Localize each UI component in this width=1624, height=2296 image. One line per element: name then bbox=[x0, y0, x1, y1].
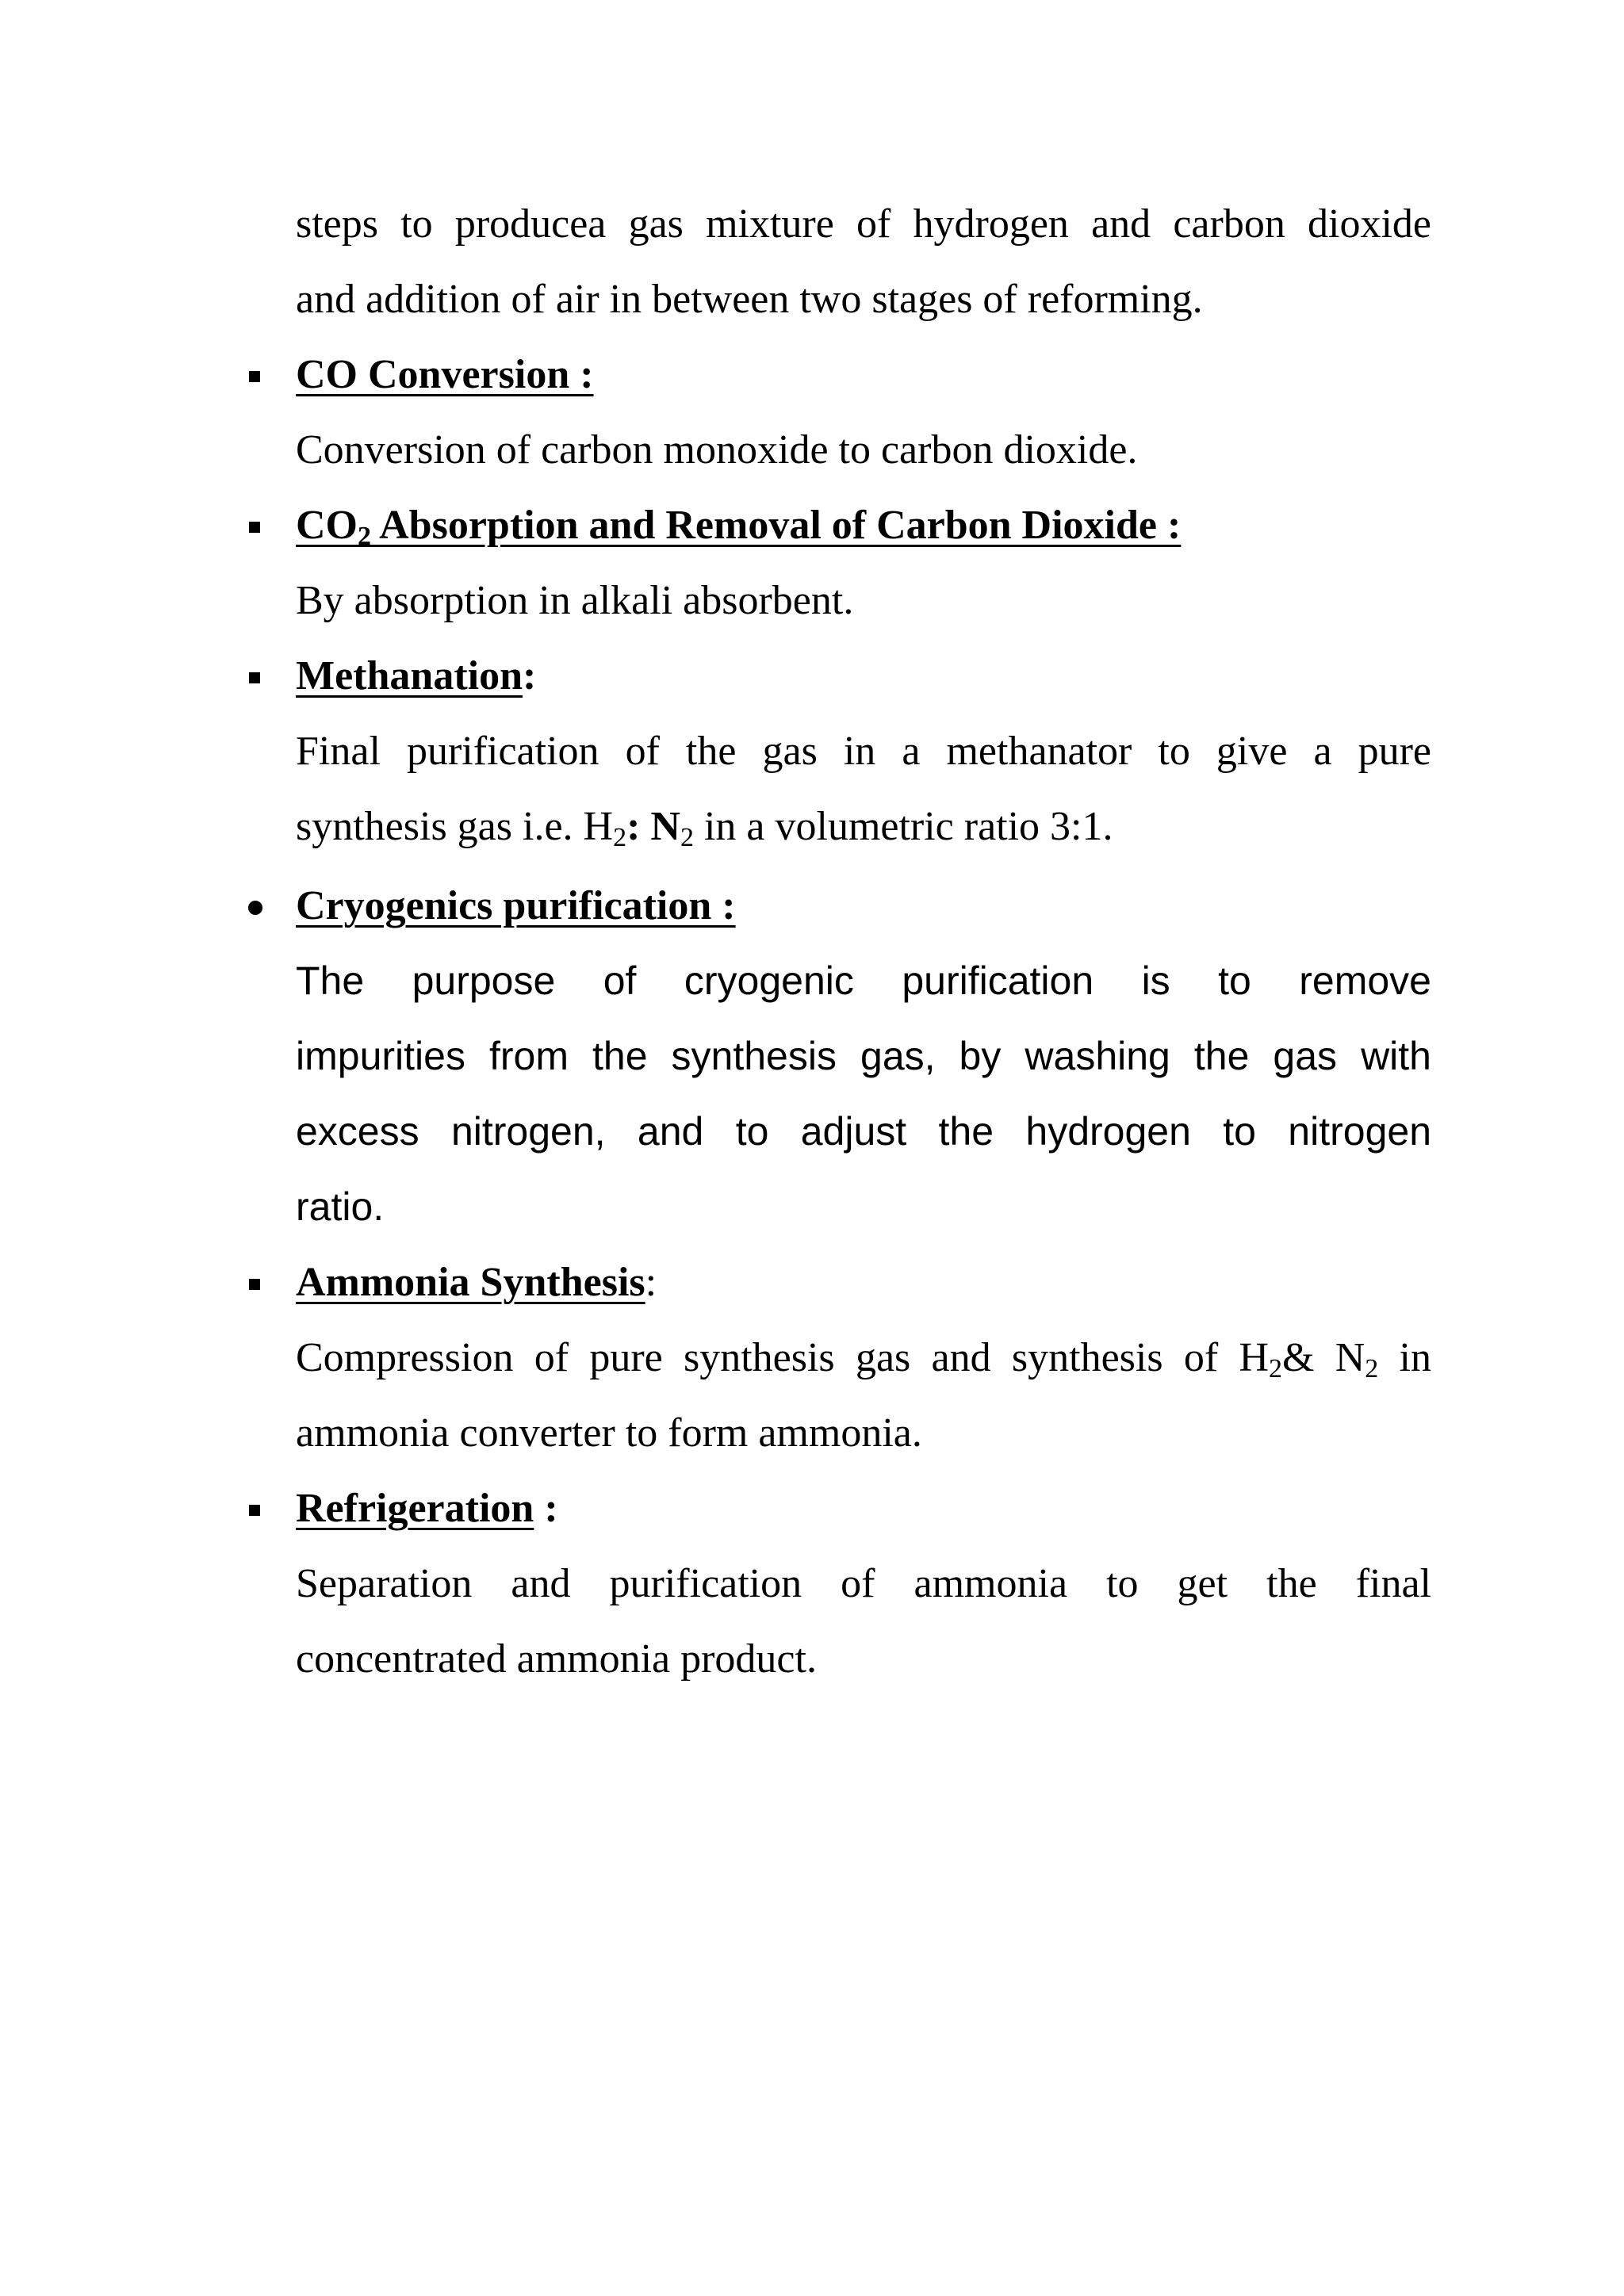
intro-line-1: steps to producea gas mixture of hydrogen and carbon dioxide bbox=[296, 201, 1431, 247]
co-conversion-body: Conversion of carbon monoxide to carbon dioxide. bbox=[296, 427, 1138, 473]
ammonia-synthesis-body-line-2: ammonia converter to form ammonia. bbox=[296, 1410, 922, 1456]
round-bullet-icon bbox=[248, 901, 262, 915]
refrigeration-body-line-1: Separation and purification of ammonia to get the final bbox=[296, 1561, 1431, 1606]
co-conversion-heading: CO Conversion : bbox=[296, 352, 594, 397]
cryogenics-heading: Cryogenics purification : bbox=[296, 883, 736, 928]
ammonia-synthesis-heading: Ammonia Synthesis: bbox=[296, 1260, 657, 1305]
co2-absorption-body: By absorption in alkali absorbent. bbox=[296, 578, 854, 623]
intro-line-2: and addition of air in between two stages of reforming. bbox=[296, 277, 1203, 322]
methanation-body-line-1: Final purification of the gas in a methanator to give a pure bbox=[296, 729, 1431, 774]
square-bullet-icon bbox=[249, 1505, 260, 1516]
cryogenics-body-line-3: excess nitrogen, and to adjust the hydrogen to nitrogen bbox=[296, 1109, 1431, 1154]
square-bullet-icon bbox=[249, 522, 260, 533]
cryogenics-body-line-1: The purpose of cryogenic purification is to remove bbox=[296, 959, 1431, 1003]
square-bullet-icon bbox=[249, 371, 260, 382]
cryogenics-body-line-2: impurities from the synthesis gas, by washing the gas with bbox=[296, 1034, 1431, 1078]
refrigeration-heading: Refrigeration : bbox=[296, 1486, 558, 1531]
methanation-body-line-2: synthesis gas i.e. $H_2$: $N_2$ in a volumetric ratio 3:1. bbox=[296, 804, 1113, 852]
square-bullet-icon bbox=[249, 1279, 260, 1290]
cryogenics-body-line-4: ratio. bbox=[296, 1184, 385, 1229]
ammonia-synthesis-body-line-1: Compression of pure synthesis gas and synthesis of $H_2\&$ $N_2$ in bbox=[296, 1335, 1432, 1383]
square-bullet-icon bbox=[249, 672, 260, 683]
co2-absorption-heading: $CO_2$ Absorption and Removal of Carbon Dioxide : bbox=[296, 503, 1182, 551]
refrigeration-body-line-2: concentrated ammonia product. bbox=[296, 1636, 817, 1682]
methanation-heading: Methanation: bbox=[296, 653, 537, 698]
